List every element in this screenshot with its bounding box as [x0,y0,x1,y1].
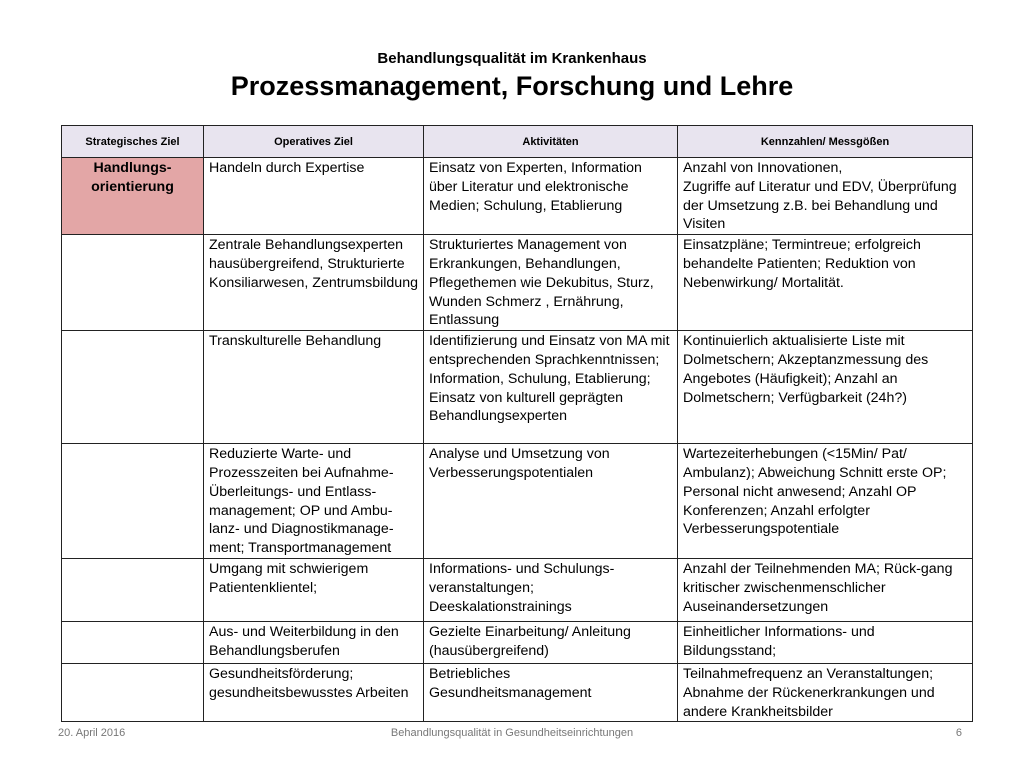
column-header-strategic-goal: Strategisches Ziel [62,126,204,158]
presentation-subtitle: Behandlungsqualität im Krankenhaus [377,50,647,67]
activities-cell: Strukturiertes Management von Erkrankungen, Behandlungen, Pflegethemen wie Dekubitus, Sturz, Wunden Schmerz , Ernährung, Entlassung [424,235,678,331]
table-body [62,158,973,722]
table-row [62,621,973,663]
page-number: 6 [955,727,962,739]
table-header [62,126,973,158]
metrics-cell: Wartezeiterhebungen (<15Min/ Pat/ Ambulanz); Abweichung Schnitt erste OP; Personal nicht anwesend; Anzahl OP Konferenzen; Anzahl erfolgter Verbesserungspotentiale [678,444,973,559]
operative-goal-cell: Transkulturelle Behandlung [204,331,424,444]
activities-cell: Identifizierung und Einsatz von MA mit entsprechenden Sprachkenntnissen; Information, Schulung, Etablierung; Einsatz von kulturell geprägten Behandlungsexperten [424,331,678,444]
strategic-goal-cell: Handlungs- orientierung [62,158,204,235]
strategic-goal-cell [62,235,204,331]
table-row [62,558,973,621]
activities-cell: Einsatz von Experten, Information über Literatur und elektronische Medien; Schulung, Etablierung [424,158,678,235]
operative-goal-cell: Reduzierte Warte- und Prozesszeiten bei Aufnahme-Überleitungs- und Entlass-management; OP und Ambu-lanz- und Diagnostikmanage-ment; Transportmanagement [204,444,424,559]
slide-title: Prozessmanagement, Forschung und Lehre [230,71,794,101]
table-row [62,444,973,559]
strategic-goal-cell [62,663,204,721]
metrics-cell: Teilnahmefrequenz an Veranstaltungen; Abnahme der Rückenerkrankungen und andere Krankheitsbilder [678,663,973,721]
strategic-goal-cell [62,444,204,559]
operative-goal-cell: Handeln durch Expertise [204,158,424,235]
strategic-goal-cell [62,331,204,444]
header-row [62,126,973,158]
footer-title: Behandlungsqualität in Gesundheitseinrichtungen [390,727,634,739]
metrics-cell: Anzahl der Teilnehmenden MA; Rück-gang kritischer zwischenmenschlicher Auseinandersetzungen [678,558,973,621]
column-header-activities: Aktivitäten [424,126,678,158]
strategic-goal-cell [62,621,204,663]
column-header-operative-goal: Operatives Ziel [204,126,424,158]
operative-goal-cell: Gesundheitsförderung; gesundheitsbewusstes Arbeiten [204,663,424,721]
footer-date: 20. April 2016 [58,727,126,739]
table-row [62,331,973,444]
table-row [62,158,973,235]
activities-cell: Betriebliches Gesundheitsmanagement [424,663,678,721]
operative-goal-cell: Umgang mit schwierigem Patientenklientel; [204,558,424,621]
metrics-cell: Kontinuierlich aktualisierte Liste mit Dolmetschern; Akzeptanzmessung des Angebotes (Häufigkeit); Anzahl an Dolmetschern; Verfügbarkeit (24h?) [678,331,973,444]
table-row [62,235,973,331]
metrics-cell: Einheitlicher Informations- und Bildungsstand; [678,621,973,663]
metrics-cell: Anzahl von Innovationen, Zugriffe auf Literatur und EDV, Überprüfung der Umsetzung z.B. bei Behandlung und Visiten [678,158,973,235]
metrics-cell: Einsatzpläne; Termintreue; erfolgreich behandelte Patienten; Reduktion von Nebenwirkung/ Mortalität. [678,235,973,331]
operative-goal-cell: Aus- und Weiterbildung in den Behandlungsberufen [204,621,424,663]
activities-cell: Informations- und Schulungs-veranstaltungen; Deeskalationstrainings [424,558,678,621]
activities-cell: Analyse und Umsetzung von Verbesserungspotentialen [424,444,678,559]
goals-table [61,125,973,722]
operative-goal-cell: Zentrale Behandlungsexperten hausübergreifend, Strukturierte Konsiliarwesen, Zentrumsbildung [204,235,424,331]
strategic-goal-cell [62,558,204,621]
activities-cell: Gezielte Einarbeitung/ Anleitung (hausübergreifend) [424,621,678,663]
column-header-metrics: Kennzahlen/ Messgößen [678,126,973,158]
table-row [62,663,973,721]
